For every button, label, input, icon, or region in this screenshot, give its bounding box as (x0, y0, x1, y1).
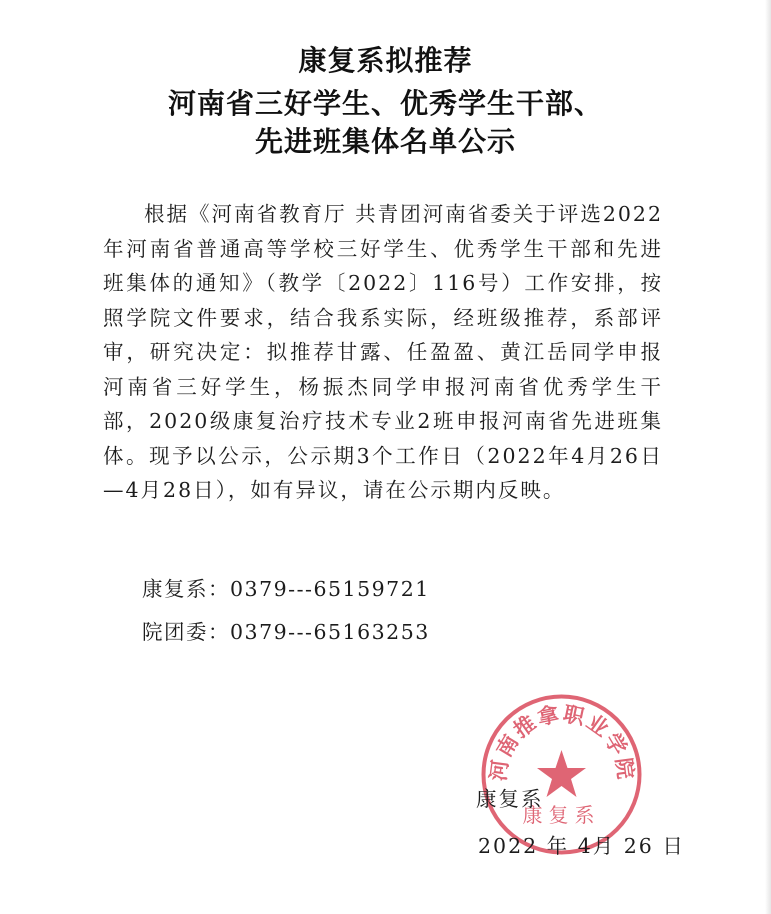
contact-phone: 0379---65163253 (230, 620, 430, 644)
svg-text:河南推拿职业学院: 河南推拿职业学院 (486, 701, 638, 783)
contact-label: 康复系： (142, 577, 230, 601)
signature-department: 康复系 (476, 787, 544, 811)
seal-star-icon (537, 750, 586, 797)
document-title-line-3: 先进班集体名单公示 (254, 125, 516, 158)
contact-youth-league (142, 617, 430, 647)
contact-label: 院团委： (142, 620, 230, 644)
document-title-line-2: 河南省三好学生、优秀学生干部、 (167, 87, 603, 120)
announcement-paragraph: 根据《河南省教育厅 共青团河南省委关于评选2022年河南省普通高等学校三好学生、优秀学生干部和先进班集体的通知》（教学〔2022〕116号）工作安排，按照学院文件要求，结合我系实际，经班级推荐，系部评审，研究决定：拟推荐甘露、任盈盈、黄江岳同学申报河南省三好学生，杨振杰同学申报河南省优秀学生干部，2020级康复治疗技术专业2班申报河南省先进班集体。现予以公示，公示期3个工作日（2022年4月26日—4月28日），如有异议，请在公示期内反映。 (103, 202, 663, 502)
contact-rehab-dept (142, 574, 430, 604)
svg-text:康复系: 康复系 (522, 803, 601, 827)
signature-date: 2022 年 4月 26 日 (478, 834, 685, 858)
page-edge-shadow (765, 0, 771, 914)
contact-phone: 0379---65159721 (230, 577, 430, 601)
document-title-line-1: 康复系拟推荐 (298, 44, 473, 77)
